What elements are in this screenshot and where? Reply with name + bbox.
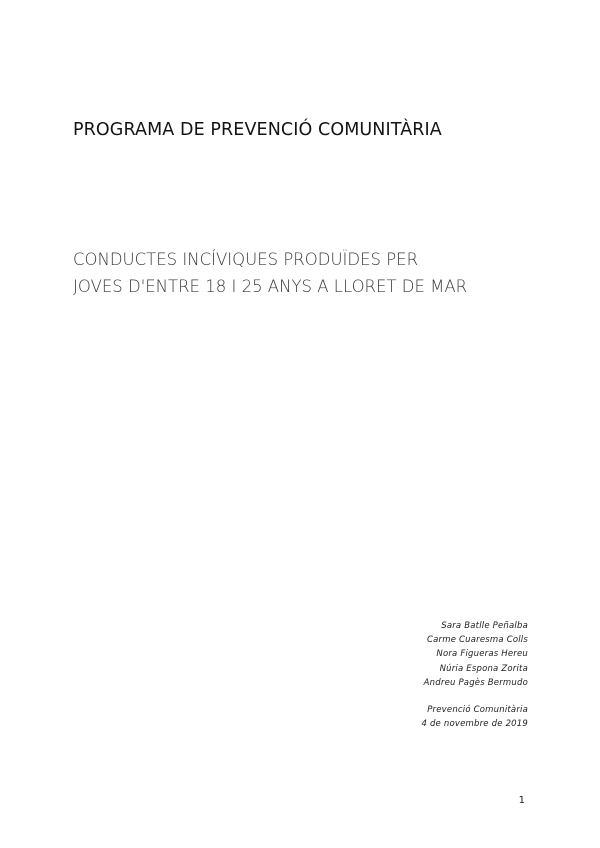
document-subtitle <box>73 246 543 300</box>
author-name: Núria Espona Zorita <box>439 663 528 674</box>
subtitle-line: JOVES D'ENTRE 18 I 25 ANYS A LLORET DE MAR <box>73 277 468 296</box>
course-name: Prevenció Comunitària <box>427 705 528 715</box>
course-info <box>421 703 528 731</box>
subtitle-line: CONDUCTES INCÍVIQUES PRODUÏDES PER <box>73 250 419 269</box>
author-name: Sara Batlle Peñalba <box>441 621 528 631</box>
page-number: 1 <box>518 795 525 806</box>
author-name: Nora Figueras Hereu <box>436 649 528 660</box>
program-title: PROGRAMA DE PREVENCIÓ COMUNITÀRIA <box>73 120 442 140</box>
document-date: 4 de novembre de 2019 <box>421 719 528 730</box>
author-name: Andreu Pagès Bermudo <box>423 677 528 688</box>
author-name: Carme Cuaresma Colls <box>426 635 528 646</box>
author-list <box>424 619 528 690</box>
